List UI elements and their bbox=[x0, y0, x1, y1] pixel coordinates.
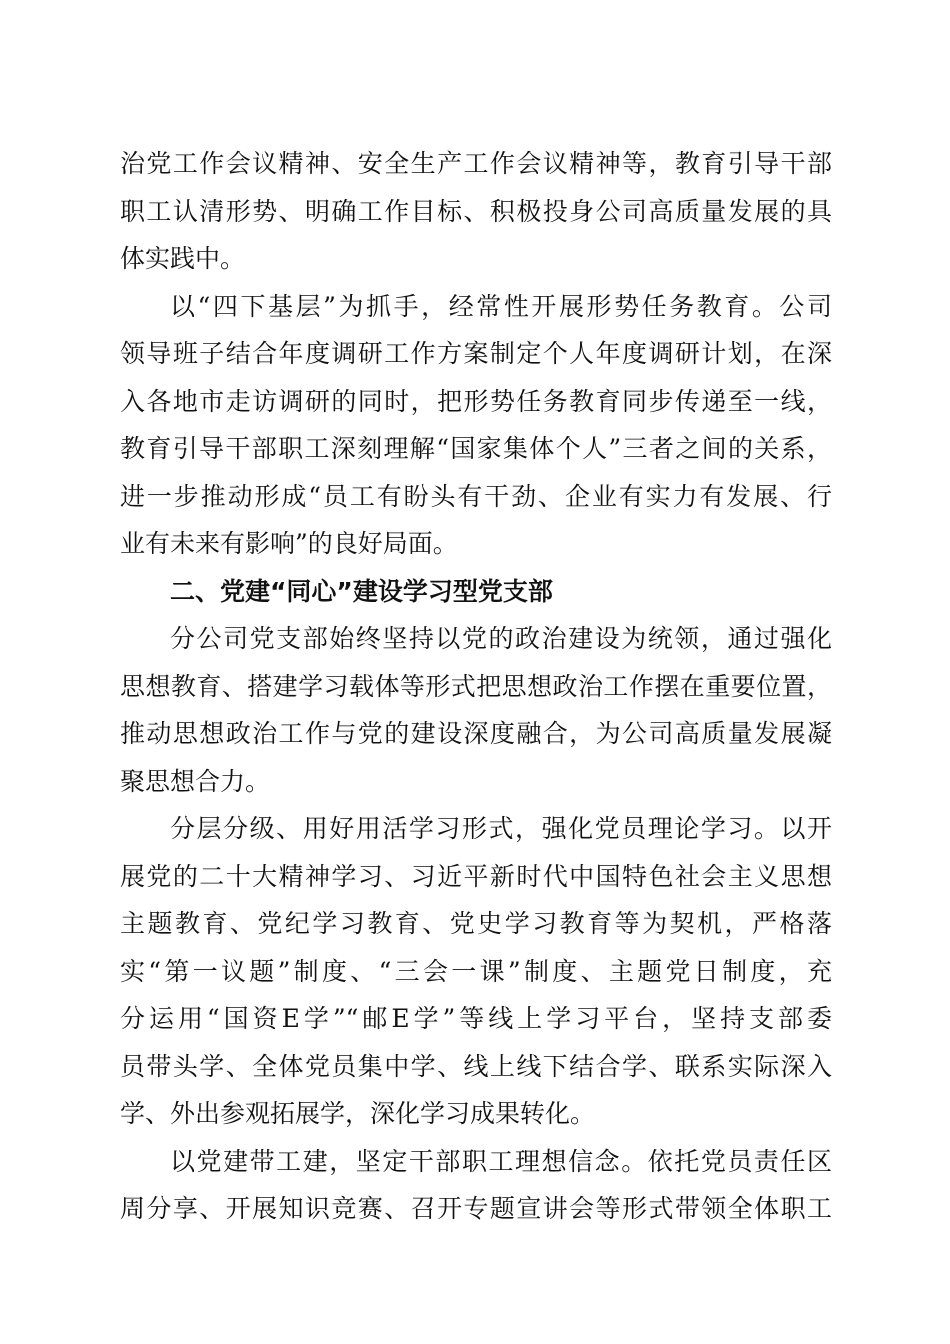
heading-text: 二、党建“同心”建设学习型党支部 bbox=[170, 576, 553, 606]
text-line: 领导班子结合年度调研工作方案制定个人年度调研计划，在深 bbox=[120, 339, 832, 368]
text-line: 职工认清形势、明确工作目标、积极投身公司高质量发展的具 bbox=[120, 196, 832, 226]
text-line: 分公司党支部始终坚持以党的政治建设为统领，通过强化 bbox=[170, 624, 832, 653]
paragraph bbox=[120, 140, 832, 283]
text-line: 员带头学、全体党员集中学、线上线下结合学、联系实际深入 bbox=[120, 1051, 832, 1081]
paragraph bbox=[120, 615, 832, 805]
text-line: 周分享、开展知识竞赛、召开专题宣讲会等形式带领全体职工 bbox=[120, 1194, 832, 1223]
text-line: 主题教育、党纪学习教育、党史学习教育等为契机，严格落 bbox=[120, 909, 832, 938]
text-line: 治党工作会议精神、安全生产工作会议精神等，教育引导干部 bbox=[120, 149, 832, 178]
text-line: 思想教育、搭建学习载体等形式把思想政治工作摆在重要位置， bbox=[120, 671, 832, 701]
paragraph bbox=[120, 283, 832, 568]
text-line: 展党的二十大精神学习、习近平新时代中国特色社会主义思想 bbox=[120, 861, 832, 891]
text-line: 以“四下基层”为抓手，经常性开展形势任务教育。公司 bbox=[170, 291, 832, 321]
text-line: 分运用“国资E学”“邮E学”等线上学习平台，坚持支部委 bbox=[120, 1004, 832, 1033]
text-line: 分层分级、用好用活学习形式，强化党员理论学习。以开 bbox=[170, 814, 832, 843]
paragraph bbox=[120, 1138, 832, 1233]
text-line: 进一步推动形成“员工有盼头有干劲、企业有实力有发展、行 bbox=[120, 481, 832, 511]
text-line: 以党建带工建，坚定干部职工理想信念。依托党员责任区 bbox=[170, 1146, 832, 1176]
document-body bbox=[120, 140, 832, 1233]
text-line: 实“第一议题”制度、“三会一课”制度、主题党日制度，充 bbox=[120, 956, 832, 986]
text-line: 学、外出参观拓展学，深化学习成果转化。 bbox=[120, 1099, 596, 1128]
text-line: 业有未来有影响”的良好局面。 bbox=[120, 529, 458, 558]
text-line: 聚思想合力。 bbox=[120, 766, 271, 796]
text-line: 体实践中。 bbox=[120, 244, 246, 273]
paragraph bbox=[120, 805, 832, 1138]
text-line: 教育引导干部职工深刻理解“国家集体个人”三者之间的关系， bbox=[120, 434, 832, 463]
section-heading bbox=[120, 568, 832, 616]
text-line: 入各地市走访调研的同时，把形势任务教育同步传递至一线， bbox=[120, 386, 832, 416]
text-line: 推动思想政治工作与党的建设深度融合，为公司高质量发展凝 bbox=[120, 719, 832, 748]
